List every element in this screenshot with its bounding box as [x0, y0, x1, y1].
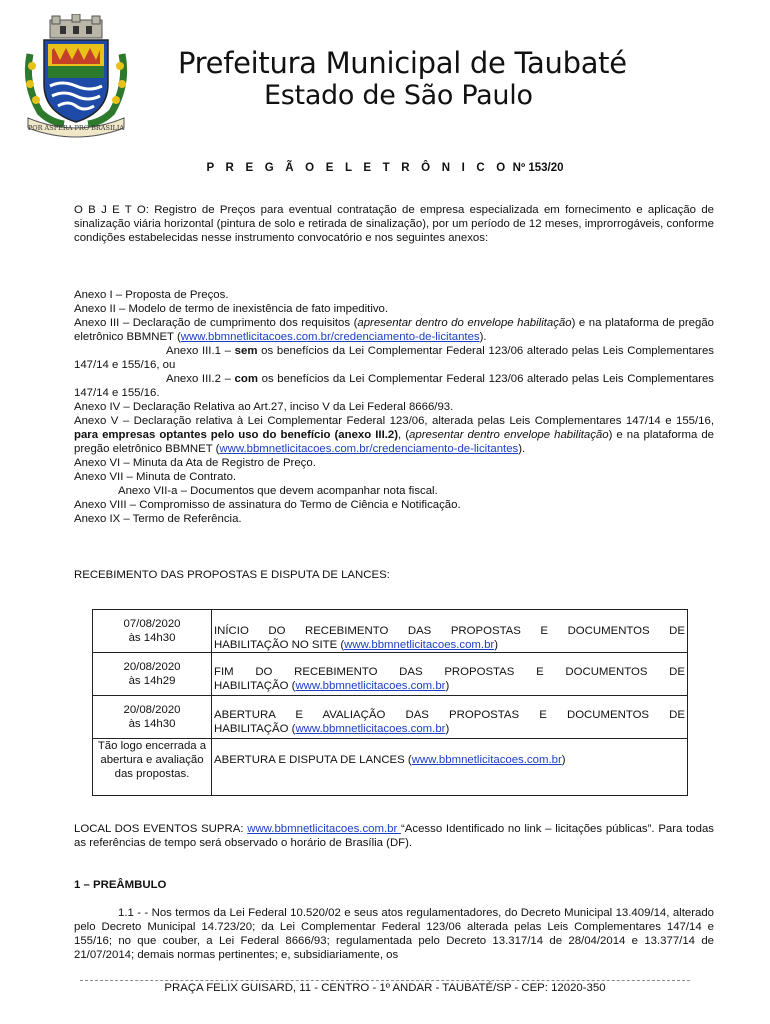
anexos-list — [74, 288, 714, 526]
bbmnet-link[interactable]: www.bbmnetlicitacoes.com.br — [411, 754, 562, 766]
anexo-iii-1: Anexo III.1 – sem os benefícios da Lei Complementar Federal 123/06 alterado pelas Leis Complementares 147/14 e 155/16, ou — [74, 345, 714, 371]
objeto-paragraph — [74, 203, 714, 245]
objeto-text: Registro de Preços para eventual contratação de empresa especializada em fornecimento e aplicação de sinalização viária horizontal (pintura de solo e retirada de sinalização), por um período de 12 meses, improrrogáveis, conforme condições estabelecidas nesse instrumento convocatório e nos seguintes anexos: — [74, 204, 714, 244]
table-row: 20/08/2020 às 14h29 FIM DO RECEBIMENTO DAS PROPOSTAS E DOCUMENTOS DE HABILITAÇÃO (www.bbmnetlicitacoes.com.br) — [93, 653, 688, 696]
credenciamento-link[interactable]: www.bbmnetlicitacoes.com.br/credenciamento-de-licitantes — [180, 331, 480, 343]
bbmnet-link[interactable]: www.bbmnetlicitacoes.com.br — [247, 823, 402, 835]
anexo-i: Anexo I – Proposta de Preços. — [74, 289, 229, 301]
anexo-iii: Anexo III – Declaração de cumprimento dos requisitos (apresentar dentro do envelope habilitação) e na plataforma de pregão eletrônico BBMNET (www.bbmnetlicitacoes.com.br/credenciamento-de-licitantes). — [74, 317, 714, 343]
preambulo-paragraph: 1.1 - - Nos termos da Lei Federal 10.520/02 e seus atos regulamentadores, do Decreto Municipal 13.409/14, alterado pelo Decreto Municipal 14.723/20; da Lei Complementar Federal 123/06 alterada pelas Leis Complementares 147/14 e 155/16; no que couber, a Lei Federal 8666/93; regulamentada pelo Decreto 13.317/14 de 28/04/2014 e 13.377/14 de 21/07/2014; demais normas pertinentes; e, subsidiariamente, os — [74, 907, 714, 961]
anexo-iii-2: Anexo III.2 – com os benefícios da Lei Complementar Federal 123/06 alterado pelas Leis Complementares 147/14 e 155/16. — [74, 373, 714, 399]
objeto-label: O B J E T O: — [74, 204, 149, 216]
footer-address: PRAÇA FELIX GUISARD, 11 - CENTRO - 1º ANDAR - TAUBATÉ/SP - CEP: 12020-350 — [164, 982, 606, 994]
svg-text:POR ASPERA PRO BRASILIA: POR ASPERA PRO BRASILIA — [27, 124, 125, 132]
pregao-number: Nº 153/20 — [512, 162, 564, 174]
anexo-vi: Anexo VI – Minuta da Ata de Registro de Preço. — [74, 457, 316, 469]
anexo-ii: Anexo II – Modelo de termo de inexistência de fato impeditivo. — [74, 303, 389, 315]
anexo-iv: Anexo IV – Declaração Relativa ao Art.27, inciso V da Lei Federal 8666/93. — [74, 401, 454, 413]
anexo-ix: Anexo IX – Termo de Referência. — [74, 513, 242, 525]
pregao-heading — [0, 162, 770, 174]
schedule-table — [92, 609, 688, 796]
anexo-vii: Anexo VII – Minuta de Contrato. — [74, 471, 237, 483]
table-row: 07/08/2020 às 14h30 INÍCIO DO RECEBIMENTO DAS PROPOSTAS E DOCUMENTOS DE HABILITAÇÃO NO SITE (www.bbmnetlicitacoes.com.br) — [93, 610, 688, 653]
bbmnet-link[interactable]: www.bbmnetlicitacoes.com.br — [344, 639, 495, 651]
preambulo-title: 1 – PREÂMBULO — [74, 879, 167, 891]
anexo-viii: Anexo VIII – Compromisso de assinatura do Termo de Ciência e Notificação. — [74, 499, 461, 511]
credenciamento-link-2[interactable]: www.bbmnetlicitacoes.com.br/credenciamento-de-licitantes — [219, 443, 519, 455]
table-row: 20/08/2020 às 14h30 ABERTURA E AVALIAÇÃO DAS PROPOSTAS E DOCUMENTOS DE HABILITAÇÃO (www.bbmnetlicitacoes.com.br) — [93, 696, 688, 739]
header-subtitle: Estado de São Paulo — [264, 80, 533, 111]
footer-divider — [80, 980, 690, 981]
header-title: Prefeitura Municipal de Taubaté — [178, 46, 627, 80]
coat-of-arms-icon — [20, 14, 132, 138]
anexo-v: Anexo V – Declaração relativa à Lei Complementar Federal 123/06, alterada pelas Leis Complementares 147/14 e 155/16, para empresas optantes pelo uso do benefício (anexo III.2), (apresentar dentro envelope habilitação) e na plataforma de pregão eletrônico BBMNET (www.bbmnetlicitacoes.com.br/credenciamento-de-licitantes). — [74, 415, 714, 455]
anexo-vii-a: Anexo VII-a – Documentos que devem acompanhar nota fiscal. — [118, 485, 438, 497]
bbmnet-link[interactable]: www.bbmnetlicitacoes.com.br — [295, 723, 446, 735]
local-paragraph: LOCAL DOS EVENTOS SUPRA: www.bbmnetlicitacoes.com.br “Acesso Identificado no link – licitações públicas”. Para todas as referências de tempo será observado o horário de Brasília (DF). — [74, 823, 714, 849]
pregao-title: P R E G Ã O E L E T R Ô N I C O — [206, 162, 510, 174]
table-row: Tão logo encerrada a abertura e avaliação das propostas. ABERTURA E DISPUTA DE LANCES (www.bbmnetlicitacoes.com.br) — [93, 739, 688, 796]
recebimento-title: RECEBIMENTO DAS PROPOSTAS E DISPUTA DE LANCES: — [74, 569, 390, 581]
bbmnet-link[interactable]: www.bbmnetlicitacoes.com.br — [295, 680, 446, 692]
